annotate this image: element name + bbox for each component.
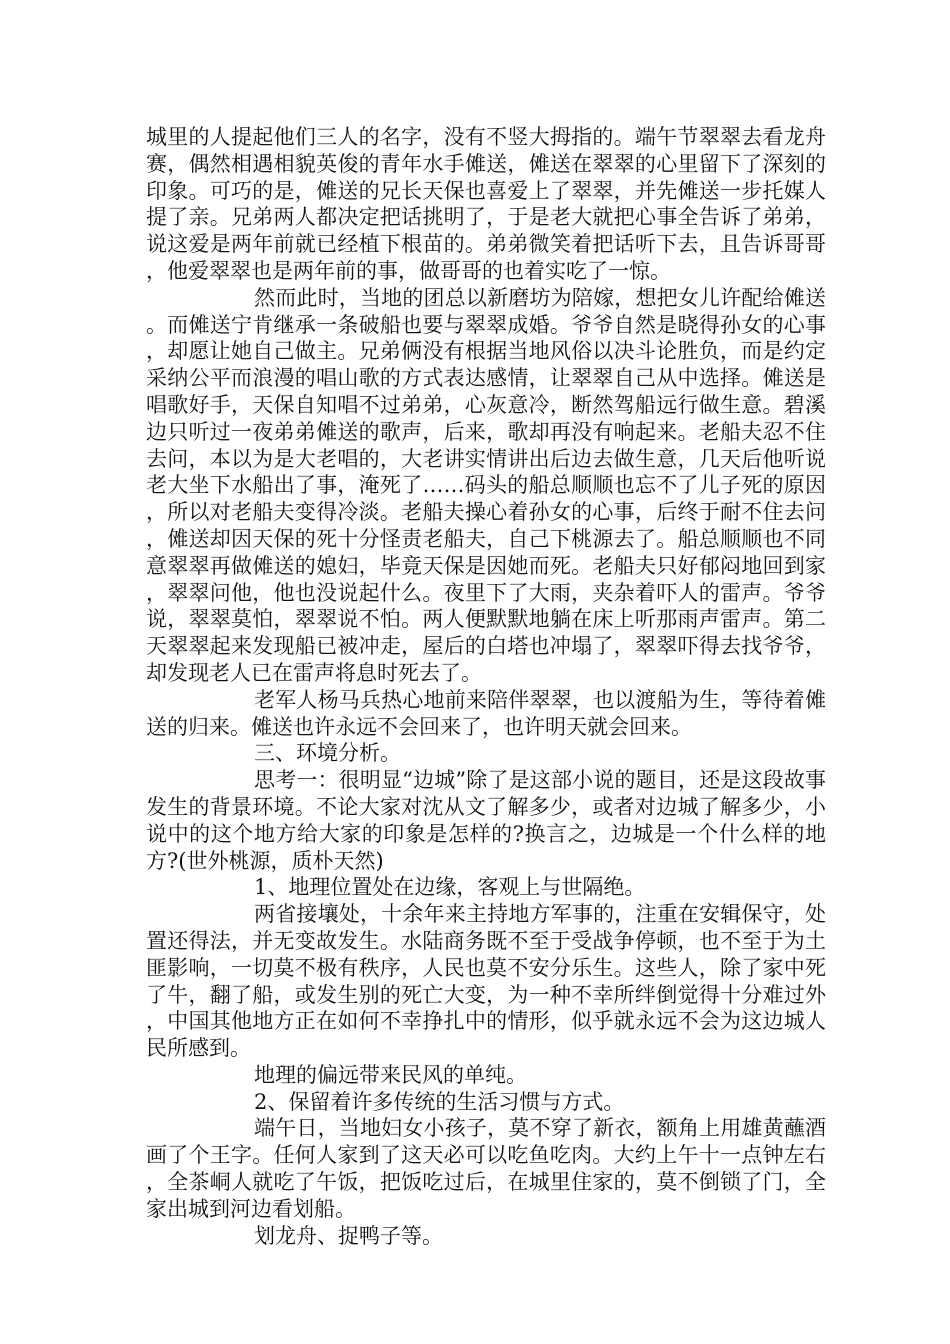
section-heading-environment-analysis: 三、环境分析。 (254, 741, 401, 766)
document-body (146, 124, 826, 1249)
point-one-geography: 1、地理位置处在边缘，客观上与世隔绝。 (254, 875, 646, 900)
paragraph-story-continued: 城里的人提起他们三人的名字，没有不竖大拇指的。端午节翠翠去看龙舟赛，偶然相遇相貌英俊的青年水手傩送，傩送在翠翠的心里留下了深刻的印象。可巧的是，傩送的兄长天保也喜爱上了翠翠，并先傩送一步托媒人提了亲。兄弟两人都决定把话挑明了，于是老大就把心事全告诉了弟弟，说这爱是两年前就已经植下根苗的。弟弟微笑着把话听下去，且告诉哥哥，他爱翠翠也是两年前的事，做哥哥的也着实吃了一惊。 (146, 125, 826, 283)
paragraph-geography-quote: 两省接壤处，十余年来主持地方军事的，注重在安辑保守，处置还得法，并无变故发生。水陆商务既不至于受战争停顿，也不至于为土匪影响，一切莫不极有秩序，人民也莫不安分乐生。这些人，除了家中死了牛，翻了船，或发生别的死亡大变，为一种不幸所绊倒觉得十分难过外，中国其他地方正在如何不幸挣扎中的情形，似乎就永远不会为这边城人民所感到。 (146, 902, 826, 1061)
summary-geography: 地理的偏远带来民风的单纯。 (254, 1062, 527, 1087)
paragraph-thinking-question-one: 思考一：很明显“边城”除了是这部小说的题目，还是这段故事发生的背景环境。不论大家对沈从文了解多少，或者对边城了解多少，小说中的这个地方给大家的印象是怎样的?换言之，边城是一个什么样的地方?(世外桃源，质朴天然) (146, 768, 826, 873)
paragraph-dragon-boat-festival-quote: 端午日，当地妇女小孩子，莫不穿了新衣，额角上用雄黄蘸酒画了个王字。任何人家到了这天必可以吃鱼吃肉。大约上午十一点钟左右，全茶峒人就吃了午饭，把饭吃过后，在城里住家的，莫不倒锁了门，全家出城到河边看划船。 (146, 1116, 826, 1221)
summary-traditions: 划龙舟、捉鸭子等。 (254, 1223, 443, 1248)
paragraph-marriage-proposal: 然而此时，当地的团总以新磨坊为陪嫁，想把女儿许配给傩送。而傩送宁肯继承一条破船也要与翠翠成婚。爷爷自然是晓得孙女的心事，却愿让她自己做主。兄弟俩没有根据当地风俗以决斗论胜负，而是约定采纳公平而浪漫的唱山歌的方式表达感情，让翠翠自己从中选择。傩送是唱歌好手，天保自知唱不过弟弟，心灰意冷，断然驾船远行做生意。碧溪边只听过一夜弟弟傩送的歌声，后来，歌却再没有响起来。老船夫忍不住去问，本以为是大老唱的，大老讲实情讲出后边去做生意，几天后他听说老大坐下水船出了事，淹死了……码头的船总顺顺也忘不了儿子死的原因，所以对老船夫变得冷淡。老船夫操心着孙女的心事，后终于耐不住去问，傩送却因天保的死十分怪责老船夫，自己下桃源去了。船总顺顺也不同意翠翠再做傩送的媳妇，毕竟天保是因她而死。老船夫只好郁闷地回到家，翠翠问他，他也没说起什么。夜里下了大雨，夹杂着吓人的雷声。爷爷说，翠翠莫怕，翠翠说不怕。两人便默默地躺在床上听那雨声雷声。第二天翠翠起来发现船已被冲走，屋后的白塔也冲塌了，翠翠吓得去找爷爷，却发现老人已在雷声将息时死去了。 (146, 285, 826, 685)
point-two-traditions: 2、保留着许多传统的生活习惯与方式。 (254, 1089, 625, 1114)
paragraph-waiting-for-nuosong: 老军人杨马兵热心地前来陪伴翠翠，也以渡船为生，等待着傩送的归来。傩送也许永远不会回来了，也许明天就会回来。 (146, 687, 826, 739)
